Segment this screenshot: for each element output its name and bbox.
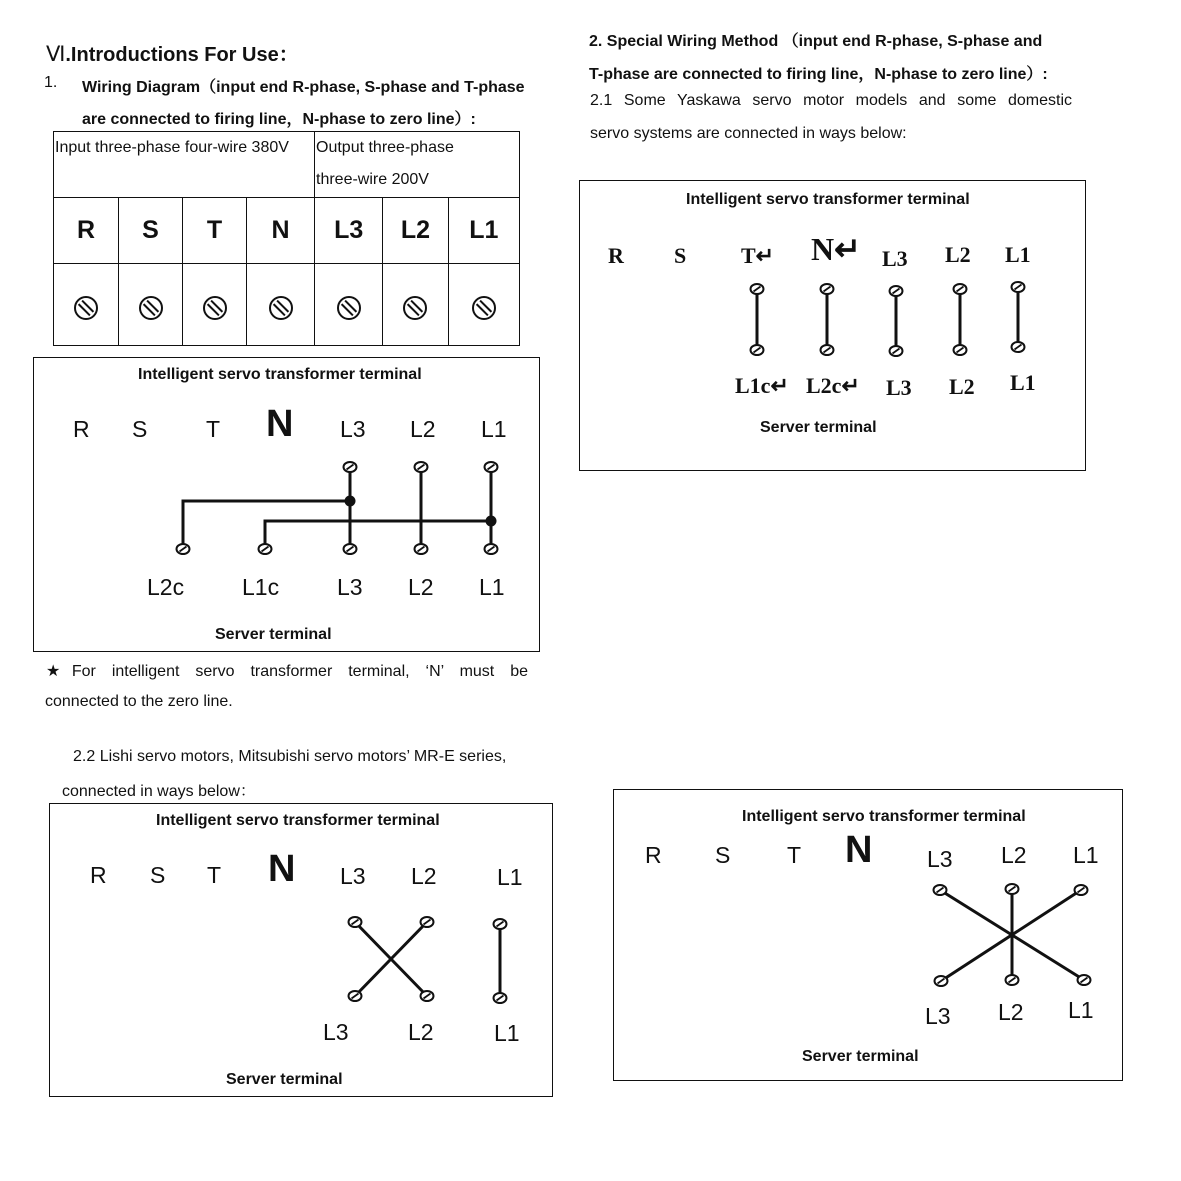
diagram3-terminals: [349, 917, 507, 1003]
diagram3-footer: Server terminal: [226, 1071, 343, 1088]
item21-line1: 2.1 Some Yaskawa servo motor models and some domestic: [590, 92, 1072, 109]
item2-line2: T-phase are connected to firing line，N-phase to zero line）:: [589, 66, 1048, 83]
terminal-screw-icon: [494, 993, 507, 1003]
terminal-screw-icon: [344, 544, 357, 554]
d3-bottom-l1: L1: [494, 1020, 520, 1046]
terminal-screw-icon: [954, 284, 967, 294]
d1-top-t: T: [206, 416, 221, 442]
d4-top-r: R: [645, 842, 662, 868]
terminal-screw-icon: [890, 286, 903, 296]
diagram1-title: Intelligent servo transformer terminal: [138, 366, 422, 383]
d2-top-l3: L3: [882, 246, 908, 271]
d1-bottom-l2c: L2c: [147, 574, 185, 600]
terminal-screw-icon: [954, 345, 967, 355]
d3-bottom-l2: L2: [408, 1019, 434, 1045]
terminal-screw-icon: [1075, 885, 1088, 895]
d4-top-n: N: [845, 829, 873, 871]
d1-bottom-l2: L2: [408, 574, 434, 600]
terminal-label-l3: L3: [315, 198, 383, 264]
d1-bottom-l3: L3: [337, 574, 363, 600]
d3-top-l1: L1: [497, 864, 523, 890]
d2-bottom-l1c: L1c↵: [735, 373, 789, 398]
terminal-screw-icon: [934, 885, 947, 895]
d3-top-t: T: [207, 862, 222, 888]
output-header-line1: Output three-phase: [316, 139, 454, 156]
d2-top-t: T↵: [741, 243, 775, 268]
diagram2-title: Intelligent servo transformer terminal: [686, 191, 970, 208]
d4-top-t: T: [787, 842, 802, 868]
terminal-label-n: N: [247, 198, 315, 264]
terminal-screw-icon: [1006, 975, 1019, 985]
item21-line2: servo systems are connected in ways below:: [590, 125, 907, 142]
note-line1: ★For intelligent servo transformer terminal, ‘N’ must be: [46, 663, 528, 680]
d2-bottom-l1: L1: [1010, 370, 1036, 395]
terminal-screw-icon: [821, 345, 834, 355]
terminal-screw-icon: [935, 976, 948, 986]
d2-top-l1: L1: [1005, 242, 1031, 267]
diagram3-title: Intelligent servo transformer terminal: [156, 812, 440, 829]
terminal-screw-icon: [821, 284, 834, 294]
terminal-screw-icon: [485, 462, 498, 472]
terminal-screw-icon: [1012, 342, 1025, 352]
terminal-screw-icon: [751, 284, 764, 294]
note-line2: connected to the zero line.: [45, 693, 233, 710]
terminal-screw-icon: [1012, 282, 1025, 292]
terminal-screw-icon: [890, 346, 903, 356]
terminal-screw-icon: [1006, 884, 1019, 894]
d1-wire-l1c: [265, 521, 491, 549]
diagram4-wiring: [940, 889, 1084, 981]
d3-bottom-l3: L3: [323, 1019, 349, 1045]
d4-top-l2: L2: [1001, 842, 1027, 868]
d1-bottom-l1: L1: [479, 574, 505, 600]
diagram1-wiring: [183, 467, 491, 549]
section-title-text: .Introductions For Use：: [65, 44, 299, 66]
diagram2-terminals: [751, 282, 1025, 356]
d1-top-n: N: [266, 403, 294, 445]
terminal-screw-icon: [344, 462, 357, 472]
d3-top-l2: L2: [411, 863, 437, 889]
d3-top-l3: L3: [340, 863, 366, 889]
diagram4-footer: Server terminal: [802, 1048, 919, 1065]
terminal-screw-icon: [415, 544, 428, 554]
d4-bottom-l1: L1: [1068, 997, 1094, 1023]
item22-line2: connected in ways below：: [62, 783, 256, 800]
terminal-label-t: T: [183, 198, 247, 264]
diagram4-title: Intelligent servo transformer terminal: [742, 808, 1026, 825]
terminal-label-l1: L1: [448, 198, 519, 264]
diagram3-wiring: [355, 922, 500, 998]
diagram2-footer: Server terminal: [760, 419, 877, 436]
d4-top-s: S: [715, 842, 731, 868]
item1-number: 1.: [44, 74, 58, 91]
item2-line1: 2. Special Wiring Method （input end R-phase, S-phase and: [589, 33, 1043, 50]
output-header-line2: three-wire 200V: [316, 171, 429, 188]
d1-top-l3: L3: [340, 416, 366, 442]
diagram2-wiring: [757, 287, 1018, 351]
d2-top-l2: L2: [945, 242, 971, 267]
d2-top-r: R: [608, 243, 624, 268]
terminal-screw-icon: [421, 917, 434, 927]
d4-bottom-l2: L2: [998, 999, 1024, 1025]
terminal-label-r: R: [54, 198, 119, 264]
d1-bottom-l1c: L1c: [242, 574, 280, 600]
d4-top-l1: L1: [1073, 842, 1099, 868]
item1-line2: are connected to firing line，N-phase to zero line）:: [82, 111, 476, 128]
junction-dot: [345, 496, 356, 507]
terminal-screw-icon: [415, 462, 428, 472]
d1-top-r: R: [73, 416, 90, 442]
d2-bottom-l2: L2: [949, 374, 975, 399]
d4-top-l3: L3: [927, 846, 953, 872]
junction-dot: [486, 516, 497, 527]
terminal-screw-icon: [1078, 975, 1091, 985]
d2-bottom-l2c: L2c↵: [806, 373, 860, 398]
terminal-screw-icon: [421, 991, 434, 1001]
terminal-screw-icon: [259, 544, 272, 554]
d1-top-l2: L2: [410, 416, 436, 442]
terminal-screw-icon: [177, 544, 190, 554]
diagram1-terminals: [177, 462, 498, 554]
input-header: Input three-phase four-wire 380V: [55, 139, 289, 156]
item22-line1: 2.2 Lishi servo motors, Mitsubishi servo motors’ MR-E series,: [73, 748, 507, 765]
terminal-label-s: S: [119, 198, 183, 264]
terminal-label-l2: L2: [383, 198, 448, 264]
item1-line1: Wiring Diagram（input end R-phase, S-phase and T-phase: [82, 79, 525, 96]
d1-top-l1: L1: [481, 416, 507, 442]
d2-bottom-l3: L3: [886, 375, 912, 400]
d3-top-s: S: [150, 862, 166, 888]
d4-bottom-l3: L3: [925, 1003, 951, 1029]
section-roman: Ⅵ: [46, 42, 66, 66]
d1-top-s: S: [132, 416, 148, 442]
d2-top-s: S: [674, 243, 687, 268]
terminal-screw-icon: [494, 919, 507, 929]
terminal-screw-icon: [349, 917, 362, 927]
d2-top-n: N↵: [811, 231, 861, 267]
terminal-screw-icon: [485, 544, 498, 554]
diagram1-footer: Server terminal: [215, 626, 332, 643]
terminal-screw-icon: [751, 345, 764, 355]
d3-top-n: N: [268, 848, 296, 890]
terminal-screw-icon: [349, 991, 362, 1001]
d3-top-r: R: [90, 862, 107, 888]
